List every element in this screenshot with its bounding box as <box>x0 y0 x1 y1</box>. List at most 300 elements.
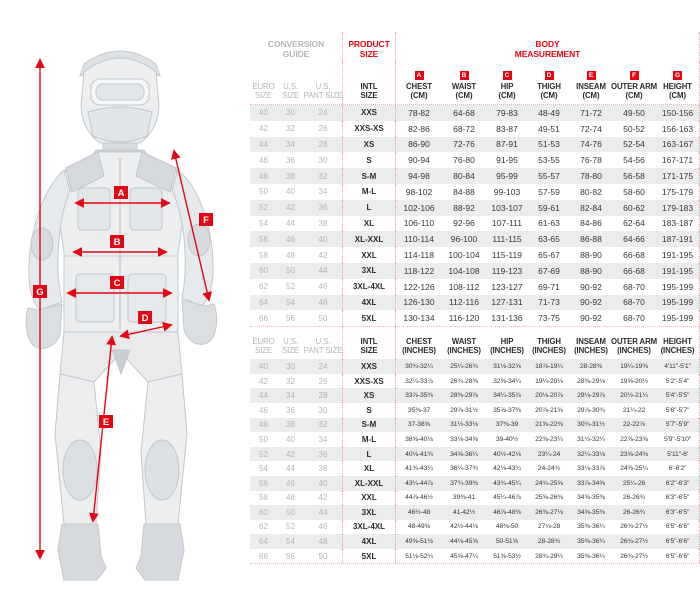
measurement-cell: 59-61 <box>538 202 560 213</box>
header-line: OUTER ARM <box>610 337 658 347</box>
measurement-cell: 20½-21¼ <box>620 392 648 400</box>
intl-size-cell: 3XL-4XL <box>342 520 396 535</box>
measurement-cell: 24¾-25⅝ <box>535 479 563 487</box>
measurement-figure-pane <box>0 0 250 608</box>
measurement-cell: 6'3"-6'5" <box>656 491 700 506</box>
measurement-cell: 26¾-27½ <box>620 538 648 546</box>
header-line: (CM) <box>669 91 686 101</box>
column-letter-badge: E <box>587 71 596 80</box>
header-line: INTL <box>360 82 378 92</box>
measurement-cell: 40⅛-41¾ <box>405 450 433 458</box>
measurement-cell: 44⅞-46½ <box>405 494 433 502</box>
measurement-cell: 25⅝-26⅜ <box>535 494 563 502</box>
intl-size-cell: XXL <box>342 491 396 506</box>
measurement-cell: 68-72 <box>453 123 475 134</box>
measurement-cell: 50-51⅝ <box>495 538 519 546</box>
size-row <box>250 403 700 418</box>
measurement-cell: 30¾-31½ <box>577 421 605 429</box>
intl-size-cell: S-M <box>342 168 396 184</box>
measurement-cell: 42½-44⅛ <box>450 523 478 531</box>
header-line: SIZE <box>360 346 378 356</box>
header-line: HEIGHT <box>663 337 692 347</box>
pant-size-cell: 26 <box>318 376 328 386</box>
header-line: U.S. <box>315 82 331 92</box>
measurement-cell: 26-26¾ <box>622 508 646 516</box>
measurement-cell: 90-92 <box>580 281 602 292</box>
measurement-cell: 107-111 <box>492 218 522 229</box>
size-column-header <box>250 327 277 359</box>
measurement-cell: 22⅜-23¼ <box>535 435 563 443</box>
euro-size-cell: 48 <box>259 171 268 181</box>
pant-size-cell: 44 <box>318 507 328 517</box>
intl-size-cell: M-L <box>342 184 396 200</box>
pant-size-cell: 48 <box>318 537 328 547</box>
pant-size-cell: 32 <box>318 171 328 181</box>
measurement-cell: 163-167 <box>656 137 700 153</box>
measurement-cell: 114-118 <box>404 250 434 261</box>
us-size-cell: 34 <box>286 139 295 149</box>
pant-size-cell: 42 <box>318 250 328 260</box>
us-size-cell: 46 <box>286 478 295 488</box>
svg-text:E: E <box>102 417 110 428</box>
measurement-cell: 68-70 <box>623 297 645 308</box>
measurement-cell: 179-183 <box>656 200 700 216</box>
measurement-cell: 48⅜-50 <box>495 523 519 531</box>
header-line: PANT SIZE <box>303 91 343 101</box>
measurement-cell: 86-90 <box>408 139 430 150</box>
size-row <box>250 295 700 311</box>
measurement-cell: 118-122 <box>403 265 435 276</box>
measurement-cell: 82-86 <box>408 123 430 134</box>
header-line: CHEST <box>406 82 432 92</box>
us-size-cell: 54 <box>286 537 295 547</box>
measurement-cell: 19⅝-20½ <box>620 377 648 385</box>
heading-line: CONVERSION <box>267 39 325 50</box>
intl-size-cell: XL <box>342 461 396 476</box>
header-line: HIP <box>500 82 514 92</box>
intl-size-cell: S-M <box>342 418 396 433</box>
header-line: INSEAM <box>576 337 606 347</box>
label-c <box>110 276 124 289</box>
column-letter-badge: F <box>630 71 639 80</box>
measurement-cell: 79-83 <box>496 107 518 118</box>
measurement-cell: 35⅜-36¼ <box>577 552 605 560</box>
intl-size-cell: L <box>342 200 396 216</box>
euro-size-cell: 64 <box>259 297 268 307</box>
intl-size-cell: XXS <box>342 105 396 121</box>
measurement-cell: 60-62 <box>623 202 645 213</box>
measurement-cell: 96-100 <box>450 234 478 245</box>
header-line: OUTER ARM <box>610 82 658 92</box>
label-a <box>114 186 128 199</box>
measurement-cell: 72-74 <box>580 123 602 134</box>
size-row <box>250 152 700 168</box>
measurement-cell: 37⅜-39 <box>495 421 519 429</box>
measurement-cell: 61-63 <box>538 218 560 229</box>
rider-illustration <box>0 0 250 608</box>
size-row <box>250 447 700 462</box>
measurement-cell: 45¼-46⅞ <box>493 494 521 502</box>
us-size-cell: 56 <box>286 551 295 561</box>
measurement-cell: 33⅞-35⅜ <box>405 392 433 400</box>
header-line: WAIST <box>451 337 477 347</box>
euro-size-cell: 54 <box>259 218 268 228</box>
size-row <box>250 105 700 121</box>
header-line: SIZE <box>255 91 272 101</box>
size-row <box>250 418 700 433</box>
measurement-cell: 26¾-28⅜ <box>450 377 478 385</box>
euro-size-cell: 56 <box>259 234 268 244</box>
measurement-cell: 21¼-22 <box>622 406 646 414</box>
measurement-cell: 5'9"-5'10" <box>656 432 700 447</box>
measurement-cell: 39-40½ <box>495 435 519 443</box>
euro-size-cell: 54 <box>259 464 268 474</box>
measurement-cell: 28¾-29½ <box>535 552 563 560</box>
measurement-cell: 119-123 <box>491 265 523 276</box>
measurement-cell: 37-38⅝ <box>407 421 431 429</box>
column-letter-badge: A <box>415 71 424 80</box>
pant-size-cell: 32 <box>318 420 328 430</box>
size-row <box>250 247 700 263</box>
pant-size-cell: 28 <box>318 391 328 401</box>
measurement-cell: 26¾-27½ <box>620 552 648 560</box>
pant-size-cell: 40 <box>318 478 328 488</box>
measurement-cell: 36¼-37¾ <box>450 465 478 473</box>
measurement-cell: 26-26¾ <box>622 494 646 502</box>
pant-size-cell: 50 <box>318 551 328 561</box>
header-line: (CM) <box>582 91 600 101</box>
us-size-cell: 50 <box>286 266 295 276</box>
euro-size-cell: 60 <box>259 507 268 517</box>
measurement-cell: 28-28⅜ <box>579 362 603 370</box>
measurement-cell: 88-90 <box>580 265 602 276</box>
measure-column-header <box>486 62 528 104</box>
size-table-pane <box>250 0 700 608</box>
measurement-cell: 94-98 <box>408 171 430 182</box>
measure-column-header <box>612 62 656 104</box>
us-size-cell: 48 <box>286 250 295 260</box>
size-row <box>250 534 700 549</box>
size-row <box>250 184 700 200</box>
header-line: (INCHES) <box>574 346 608 356</box>
us-size-cell: 38 <box>286 420 295 430</box>
measurement-cell: 31⅛-32⅝ <box>493 362 521 370</box>
header-line: (CM) <box>410 91 428 101</box>
us-size-cell: 36 <box>286 405 295 415</box>
intl-size-cell: 4XL <box>342 534 396 549</box>
measurement-cell: 51-53 <box>538 139 560 150</box>
intl-size-cell: L <box>342 447 396 462</box>
measurement-cell: 22⅞-23⅝ <box>620 435 648 443</box>
pant-size-cell: 38 <box>318 464 328 474</box>
rider-figure <box>26 51 217 580</box>
measurement-cell: 34¼-35⅞ <box>493 392 521 400</box>
measurement-cell: 80-84 <box>453 171 475 182</box>
size-row <box>250 216 700 232</box>
header-line: SIZE <box>255 346 272 356</box>
measurement-cell: 126-130 <box>403 297 435 308</box>
measurement-cell: 87-91 <box>496 139 518 150</box>
heading-line: MEASUREMENT <box>514 49 581 60</box>
measurement-cell: 108-112 <box>448 281 480 292</box>
size-row <box>250 549 700 565</box>
svg-text:C: C <box>113 278 121 289</box>
svg-text:F: F <box>203 215 209 226</box>
label-g <box>33 285 47 298</box>
measurement-cell: 104-108 <box>448 265 480 276</box>
euro-size-cell: 46 <box>259 405 268 415</box>
measurement-cell: 34⅝-35⅜ <box>577 494 605 502</box>
header-line: (INCHES) <box>532 346 566 356</box>
measurement-cell: 42⅛-43¾ <box>493 465 521 473</box>
measure-column-header <box>656 62 700 104</box>
pant-size-cell: 34 <box>318 187 328 197</box>
pant-size-cell: 30 <box>318 405 328 415</box>
us-size-cell: 52 <box>286 522 295 532</box>
measurement-cell: 28-28¾ <box>537 538 561 546</box>
measurement-cell: 112-116 <box>449 297 479 308</box>
measurement-cell: 33⅛-33⅞ <box>577 465 605 473</box>
intl-size-cell: 3XL <box>342 505 396 520</box>
svg-text:A: A <box>117 188 125 199</box>
euro-size-cell: 52 <box>259 449 268 459</box>
header-line: (INCHES) <box>402 346 436 356</box>
measurement-cell: 24⅜-25¼ <box>620 465 648 473</box>
measurement-cell: 84-86 <box>580 218 602 229</box>
intl-column-header <box>342 327 396 359</box>
measurement-cell: 33⅛-34⅝ <box>450 435 478 443</box>
header-line: SIZE <box>282 346 299 356</box>
pant-size-cell: 46 <box>318 522 328 532</box>
header-line: HEIGHT <box>663 82 692 92</box>
us-size-cell: 38 <box>286 171 295 181</box>
measurement-cell: 32¼-33⅛ <box>577 450 605 458</box>
measurement-cell: 116-120 <box>448 313 480 324</box>
measurement-cell: 78-80 <box>580 171 602 182</box>
measurement-cell: 82-84 <box>580 202 602 213</box>
header-line: PANT SIZE <box>303 346 343 356</box>
measurement-cell: 25¼-26¾ <box>450 362 478 370</box>
measurement-cell: 23¼-24 <box>537 450 561 458</box>
size-row <box>250 137 700 153</box>
header-line: SIZE <box>282 91 299 101</box>
measurement-cell: 30¾-32¼ <box>405 362 433 370</box>
euro-size-cell: 56 <box>259 478 268 488</box>
header-line: U.S. <box>283 82 298 92</box>
measurement-cell: 28⅜-29⅞ <box>450 392 478 400</box>
measurement-cell: 67-69 <box>538 265 560 276</box>
measurement-cell: 29⅞-31½ <box>450 406 478 414</box>
size-row <box>250 279 700 295</box>
column-letter-badge: C <box>503 71 512 80</box>
measurement-cell: 38⅝-40⅛ <box>405 435 433 443</box>
measurement-cell: 130-134 <box>403 313 435 324</box>
pant-size-cell: 44 <box>318 266 328 276</box>
heading-line: BODY <box>535 39 560 50</box>
measurement-cell: 35⅜-36¼ <box>577 523 605 531</box>
euro-size-cell: 46 <box>259 155 268 165</box>
us-size-cell: 52 <box>286 282 295 292</box>
measurement-cell: 6'3"-6'5" <box>656 505 700 520</box>
measurement-cell: 63-65 <box>538 234 560 245</box>
measurement-cell: 183-187 <box>656 216 700 232</box>
us-size-cell: 36 <box>286 155 295 165</box>
intl-size-cell: XL-XXL <box>342 231 396 247</box>
svg-text:B: B <box>113 237 121 248</box>
euro-size-cell: 62 <box>259 522 268 532</box>
intl-size-cell: 5XL <box>342 310 396 326</box>
measurement-cell: 100-104 <box>448 250 480 261</box>
euro-size-cell: 40 <box>259 108 268 118</box>
measurement-cell: 23⅝-24⅜ <box>620 450 648 458</box>
measure-column-header <box>396 62 442 104</box>
header-line: (CM) <box>625 91 643 101</box>
measurement-cell: 46⅞-48⅜ <box>493 508 521 516</box>
euro-size-cell: 50 <box>259 187 268 197</box>
pant-size-cell: 36 <box>318 449 328 459</box>
measurement-cell: 90-92 <box>580 297 602 308</box>
size-row <box>250 491 700 506</box>
measure-column-header <box>442 327 486 359</box>
pant-size-cell: 34 <box>318 434 328 444</box>
measurement-cell: 66-68 <box>623 250 645 261</box>
euro-size-cell: 48 <box>259 420 268 430</box>
measurement-cell: 99-103 <box>493 186 521 197</box>
measurement-cell: 26⅜-27⅛ <box>535 508 563 516</box>
measurement-cell: 90-94 <box>408 155 430 166</box>
size-row <box>250 310 700 327</box>
pant-size-cell: 42 <box>318 493 328 503</box>
us-size-cell: 44 <box>286 464 295 474</box>
header-line: U.S. <box>315 337 331 347</box>
measurement-cell: 95-99 <box>496 171 518 182</box>
measurement-cell: 21⅝-22⅜ <box>535 421 563 429</box>
pant-size-cell: 30 <box>318 155 328 165</box>
measurement-cell: 71-73 <box>538 297 560 308</box>
us-size-cell: 54 <box>286 297 295 307</box>
intl-size-cell: XXS-XS <box>342 121 396 137</box>
header-line: CHEST <box>406 337 432 347</box>
measurement-cell: 5'11"-6' <box>656 447 700 462</box>
measurement-cell: 51⅝-53½ <box>493 552 521 560</box>
pant-size-cell: 26 <box>318 124 328 134</box>
svg-text:G: G <box>36 287 44 298</box>
size-table <box>250 62 700 564</box>
measurement-cell: 57-59 <box>538 186 560 197</box>
us-size-cell: 46 <box>286 234 295 244</box>
measurement-cell: 41¾-43¼ <box>405 465 433 473</box>
size-column-header <box>304 327 342 359</box>
header-line: (CM) <box>498 91 516 101</box>
pant-size-cell: 50 <box>318 313 328 323</box>
measurement-cell: 29⅞-30¾ <box>577 406 605 414</box>
measurement-cell: 24-24¾ <box>537 465 561 473</box>
measurement-cell: 64-66 <box>623 234 645 245</box>
pant-size-cell: 24 <box>318 361 328 371</box>
size-row <box>250 231 700 247</box>
measurement-cell: 111-115 <box>492 234 522 245</box>
measurement-cell: 80-82 <box>580 186 602 197</box>
measurement-cell: 25¼-26 <box>622 479 646 487</box>
pant-size-cell: 48 <box>318 297 328 307</box>
size-column-header <box>250 62 277 104</box>
header-line: U.S. <box>283 337 298 347</box>
measurement-cell: 76-80 <box>453 155 475 166</box>
measurement-cell: 33⅞-34⅝ <box>577 479 605 487</box>
measurement-cell: 6'5"-6'6" <box>656 534 700 549</box>
measurement-cell: 19¼-19⅝ <box>620 362 648 370</box>
measurement-cell: 35⅜-36¼ <box>577 538 605 546</box>
measurement-cell: 5'2"-5'4" <box>656 374 700 389</box>
measurement-cell: 71-72 <box>580 107 602 118</box>
measurement-cell: 78-82 <box>408 107 430 118</box>
measurement-cell: 6'2"-6'3" <box>656 476 700 491</box>
measurement-cell: 56-58 <box>623 171 645 182</box>
measurement-cell: 18⅞-19¼ <box>535 362 563 370</box>
measurement-cell: 83-87 <box>496 123 518 134</box>
measurement-cell: 106-110 <box>403 218 435 229</box>
header-line: INSEAM <box>576 82 606 92</box>
intl-size-cell: XS <box>342 137 396 153</box>
intl-size-cell: 3XL <box>342 263 396 279</box>
header-line: EURO <box>252 82 275 92</box>
measurement-cell: 86-88 <box>580 234 602 245</box>
euro-size-cell: 66 <box>259 313 268 323</box>
intl-size-cell: S <box>342 152 396 168</box>
measurement-cell: 98-102 <box>405 186 433 197</box>
measurement-cell: 48-49 <box>538 107 560 118</box>
measurement-cell: 64-68 <box>453 107 475 118</box>
pant-size-cell: 24 <box>318 108 328 118</box>
pant-size-cell: 38 <box>318 218 328 228</box>
measurement-cell: 191-195 <box>656 263 700 279</box>
header-line: THIGH <box>537 82 561 92</box>
measurement-cell: 92-96 <box>453 218 475 229</box>
svg-text:D: D <box>141 313 149 324</box>
measurement-cell: 34⅝-35⅜ <box>577 508 605 516</box>
size-row <box>250 476 700 491</box>
measurement-cell: 20⅛-20⅞ <box>535 392 563 400</box>
us-size-cell: 42 <box>286 449 295 459</box>
measure-column-header <box>528 62 570 104</box>
measurement-cell: 53-55 <box>538 155 560 166</box>
boots <box>58 524 184 580</box>
intl-size-cell: XL <box>342 216 396 232</box>
measurement-cell: 72-76 <box>453 139 475 150</box>
us-size-cell: 34 <box>286 391 295 401</box>
euro-size-cell: 40 <box>259 361 268 371</box>
size-row <box>250 168 700 184</box>
header-line: (INCHES) <box>490 346 524 356</box>
size-row <box>250 200 700 216</box>
us-size-cell: 32 <box>286 124 295 134</box>
pant-size-cell: 46 <box>318 282 328 292</box>
euro-size-cell: 58 <box>259 493 268 503</box>
intl-size-cell: XL-XXL <box>342 476 396 491</box>
measure-column-header <box>528 327 570 359</box>
measurement-cell: 44⅛-45⅝ <box>450 538 478 546</box>
intl-size-cell: XXL <box>342 247 396 263</box>
column-header-row <box>250 62 700 105</box>
measurement-cell: 55-57 <box>538 171 560 182</box>
measurement-cell: 115-119 <box>492 250 522 261</box>
measurement-cell: 37¾-39⅜ <box>450 479 478 487</box>
euro-size-cell: 52 <box>259 203 268 213</box>
measurement-cell: 88-92 <box>453 202 475 213</box>
measurement-cell: 74-76 <box>580 139 602 150</box>
measurement-cell: 5'4"-5'5" <box>656 388 700 403</box>
pants <box>55 332 187 524</box>
